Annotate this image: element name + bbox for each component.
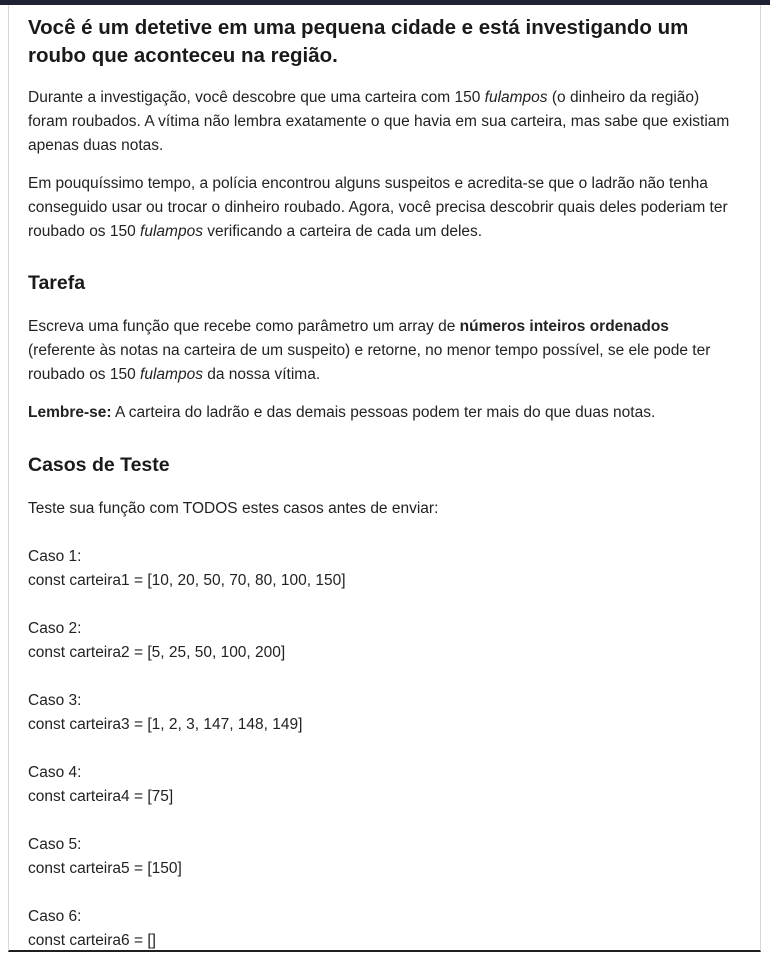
test-case — [28, 689, 738, 737]
test-cases-intro: Teste sua função com TODOS estes casos antes de enviar: — [28, 500, 439, 517]
test-case-code: const carteira6 = [] — [28, 932, 156, 949]
test-case-label: Caso 2: — [28, 620, 82, 637]
test-case-label: Caso 5: — [28, 836, 82, 853]
test-case-code: const carteira3 = [1, 2, 3, 147, 148, 149] — [28, 716, 303, 733]
intro-p1-text-before: Durante a investigação, você descobre que uma carteira com 150 — [28, 89, 485, 106]
intro-p2-text-before: Em pouquíssimo tempo, a polícia encontrou alguns suspeitos e acredita-se que o ladrão não tenha conseguido usar ou trocar o dinheiro roubado. Agora, você precisa descobrir quais deles poderiam ter roubado os 150 — [28, 175, 728, 240]
test-case-code: const carteira1 = [10, 20, 50, 70, 80, 100, 150] — [28, 572, 346, 589]
remember-note — [28, 401, 738, 425]
test-case-label: Caso 1: — [28, 548, 82, 565]
challenge-content — [28, 14, 738, 953]
test-cases-list — [28, 545, 738, 953]
test-cases-heading: Casos de Teste — [28, 454, 170, 476]
test-case-code: const carteira5 = [150] — [28, 860, 182, 877]
remember-label: Lembre-se: — [28, 404, 112, 421]
currency-name: fulampos — [140, 366, 203, 383]
intro-paragraph-1 — [28, 86, 738, 158]
task-paragraph — [28, 315, 738, 387]
currency-name: fulampos — [140, 223, 203, 240]
currency-name: fulampos — [484, 89, 548, 106]
test-case — [28, 905, 738, 953]
task-emphasis: números inteiros ordenados — [459, 318, 669, 335]
test-case-label: Caso 4: — [28, 764, 82, 781]
test-case-code: const carteira4 = [75] — [28, 788, 174, 805]
test-case — [28, 617, 738, 665]
test-case-code: const carteira2 = [5, 25, 50, 100, 200] — [28, 644, 286, 661]
test-case-label: Caso 3: — [28, 692, 82, 709]
test-case — [28, 545, 738, 593]
intro-paragraph-2 — [28, 172, 738, 244]
intro-p1-text-after: (o dinheiro da região) foram roubados. A vítima não lembra exatamente o que havia em sua carteira, mas sabe que existiam apenas duas notas. — [28, 89, 730, 154]
test-case — [28, 761, 738, 809]
task-text-before: Escreva uma função que recebe como parâmetro um array de — [28, 318, 460, 335]
test-case — [28, 833, 738, 881]
test-case-label: Caso 6: — [28, 908, 82, 925]
task-text-after: da nossa vítima. — [202, 366, 321, 383]
intro-p2-text-after: verificando a carteira de cada um deles. — [202, 223, 483, 240]
task-text-middle: (referente às notas na carteira de um suspeito) e retorne, no menor tempo possível, se ele pode ter roubado os 150 — [28, 342, 711, 383]
remember-text: A carteira do ladrão e das demais pessoas podem ter mais do que duas notas. — [111, 404, 656, 421]
page-title: Você é um detetive em uma pequena cidade e está investigando um roubo que aconteceu na região. — [28, 16, 689, 67]
task-heading: Tarefa — [28, 272, 86, 294]
